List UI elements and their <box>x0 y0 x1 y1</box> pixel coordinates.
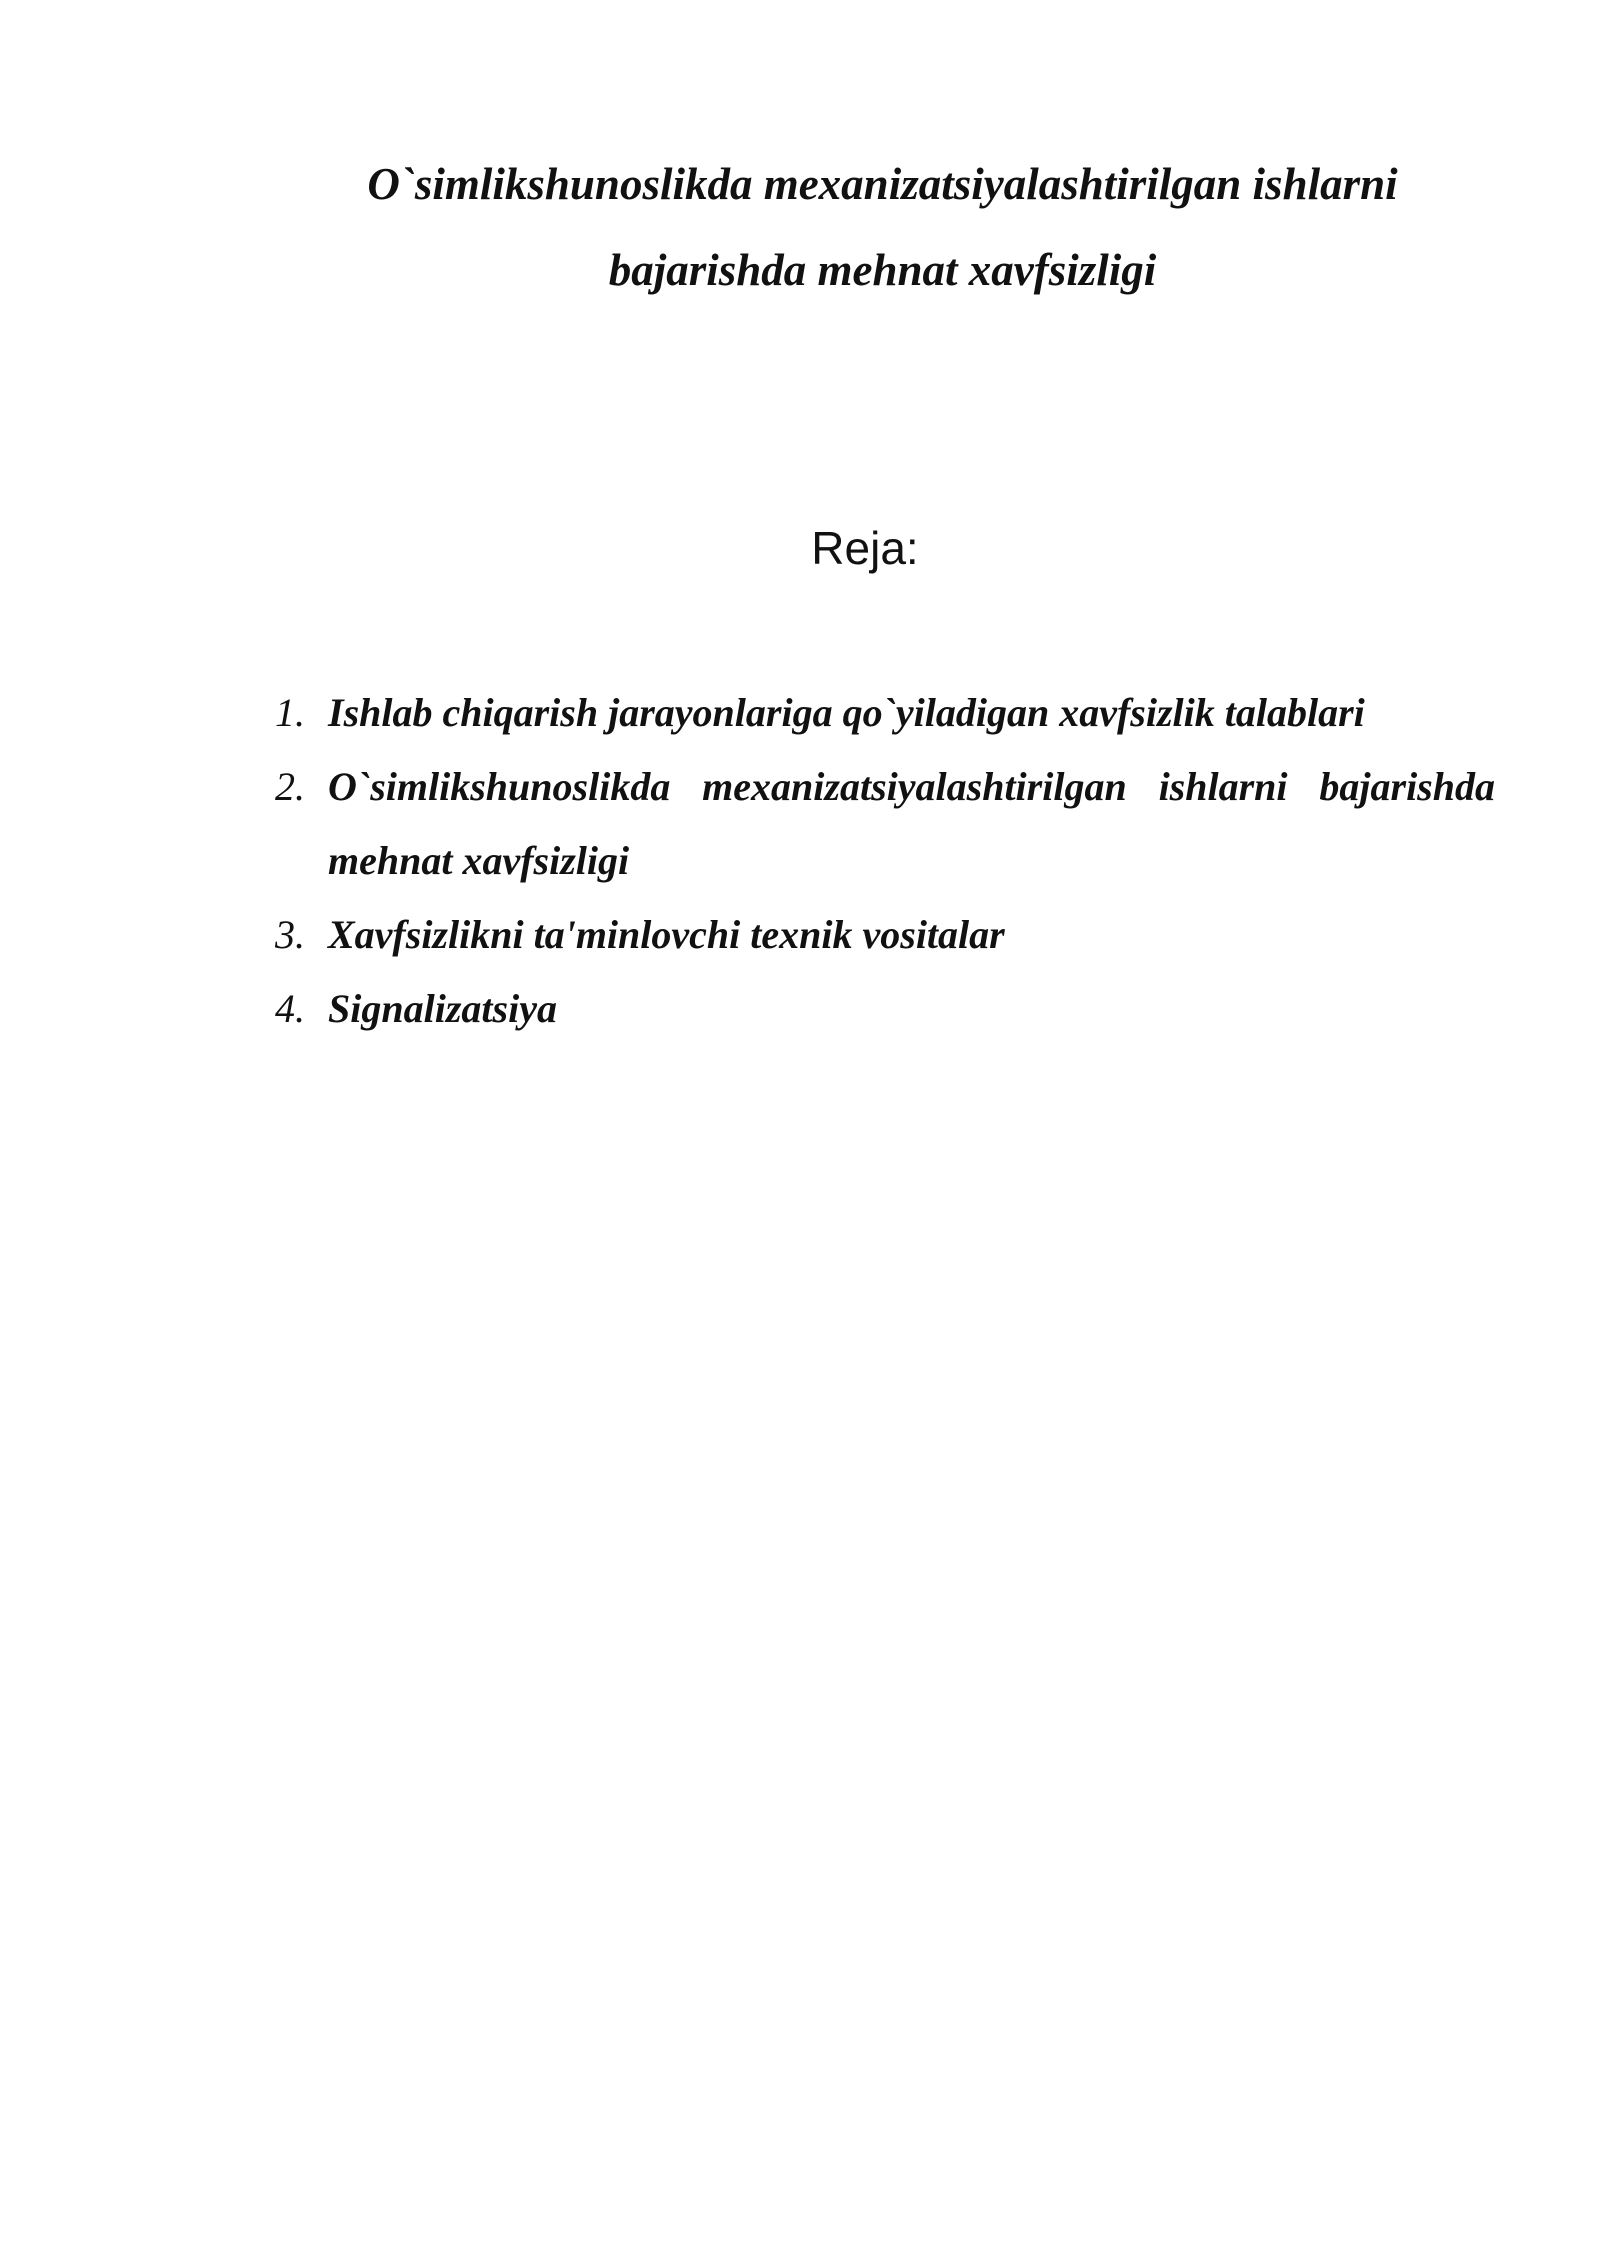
document-title-line-2: bajarishda mehnat xavfsizligi <box>608 245 1157 295</box>
plan-list <box>265 676 1495 1046</box>
plan-item-text: Ishlab chiqarish jarayonlariga qo`yiladigan xavfsizlik talablari <box>328 690 1365 735</box>
plan-item-1 <box>265 676 1495 750</box>
plan-item-3 <box>265 898 1495 972</box>
plan-item-2 <box>265 750 1495 898</box>
plan-item-text: Signalizatsiya <box>328 986 557 1031</box>
document-title-line-1: O`simlikshunoslikda mexanizatsiyalashtirilgan ishlarni <box>367 159 1398 209</box>
plan-item-number: 1. <box>275 690 305 735</box>
plan-item-text: Xavfsizlikni ta'minlovchi texnik vositalar <box>328 912 1005 957</box>
plan-heading: Reja: <box>811 522 919 574</box>
plan-item-number: 2. <box>275 764 305 809</box>
plan-item-4 <box>265 972 1495 1046</box>
plan-item-number: 3. <box>275 912 305 957</box>
plan-item-text: O`simlikshunoslikda mexanizatsiyalashtirilgan ishlarni bajarishda mehnat xavfsizligi <box>328 764 1495 883</box>
plan-item-number: 4. <box>275 986 305 1031</box>
